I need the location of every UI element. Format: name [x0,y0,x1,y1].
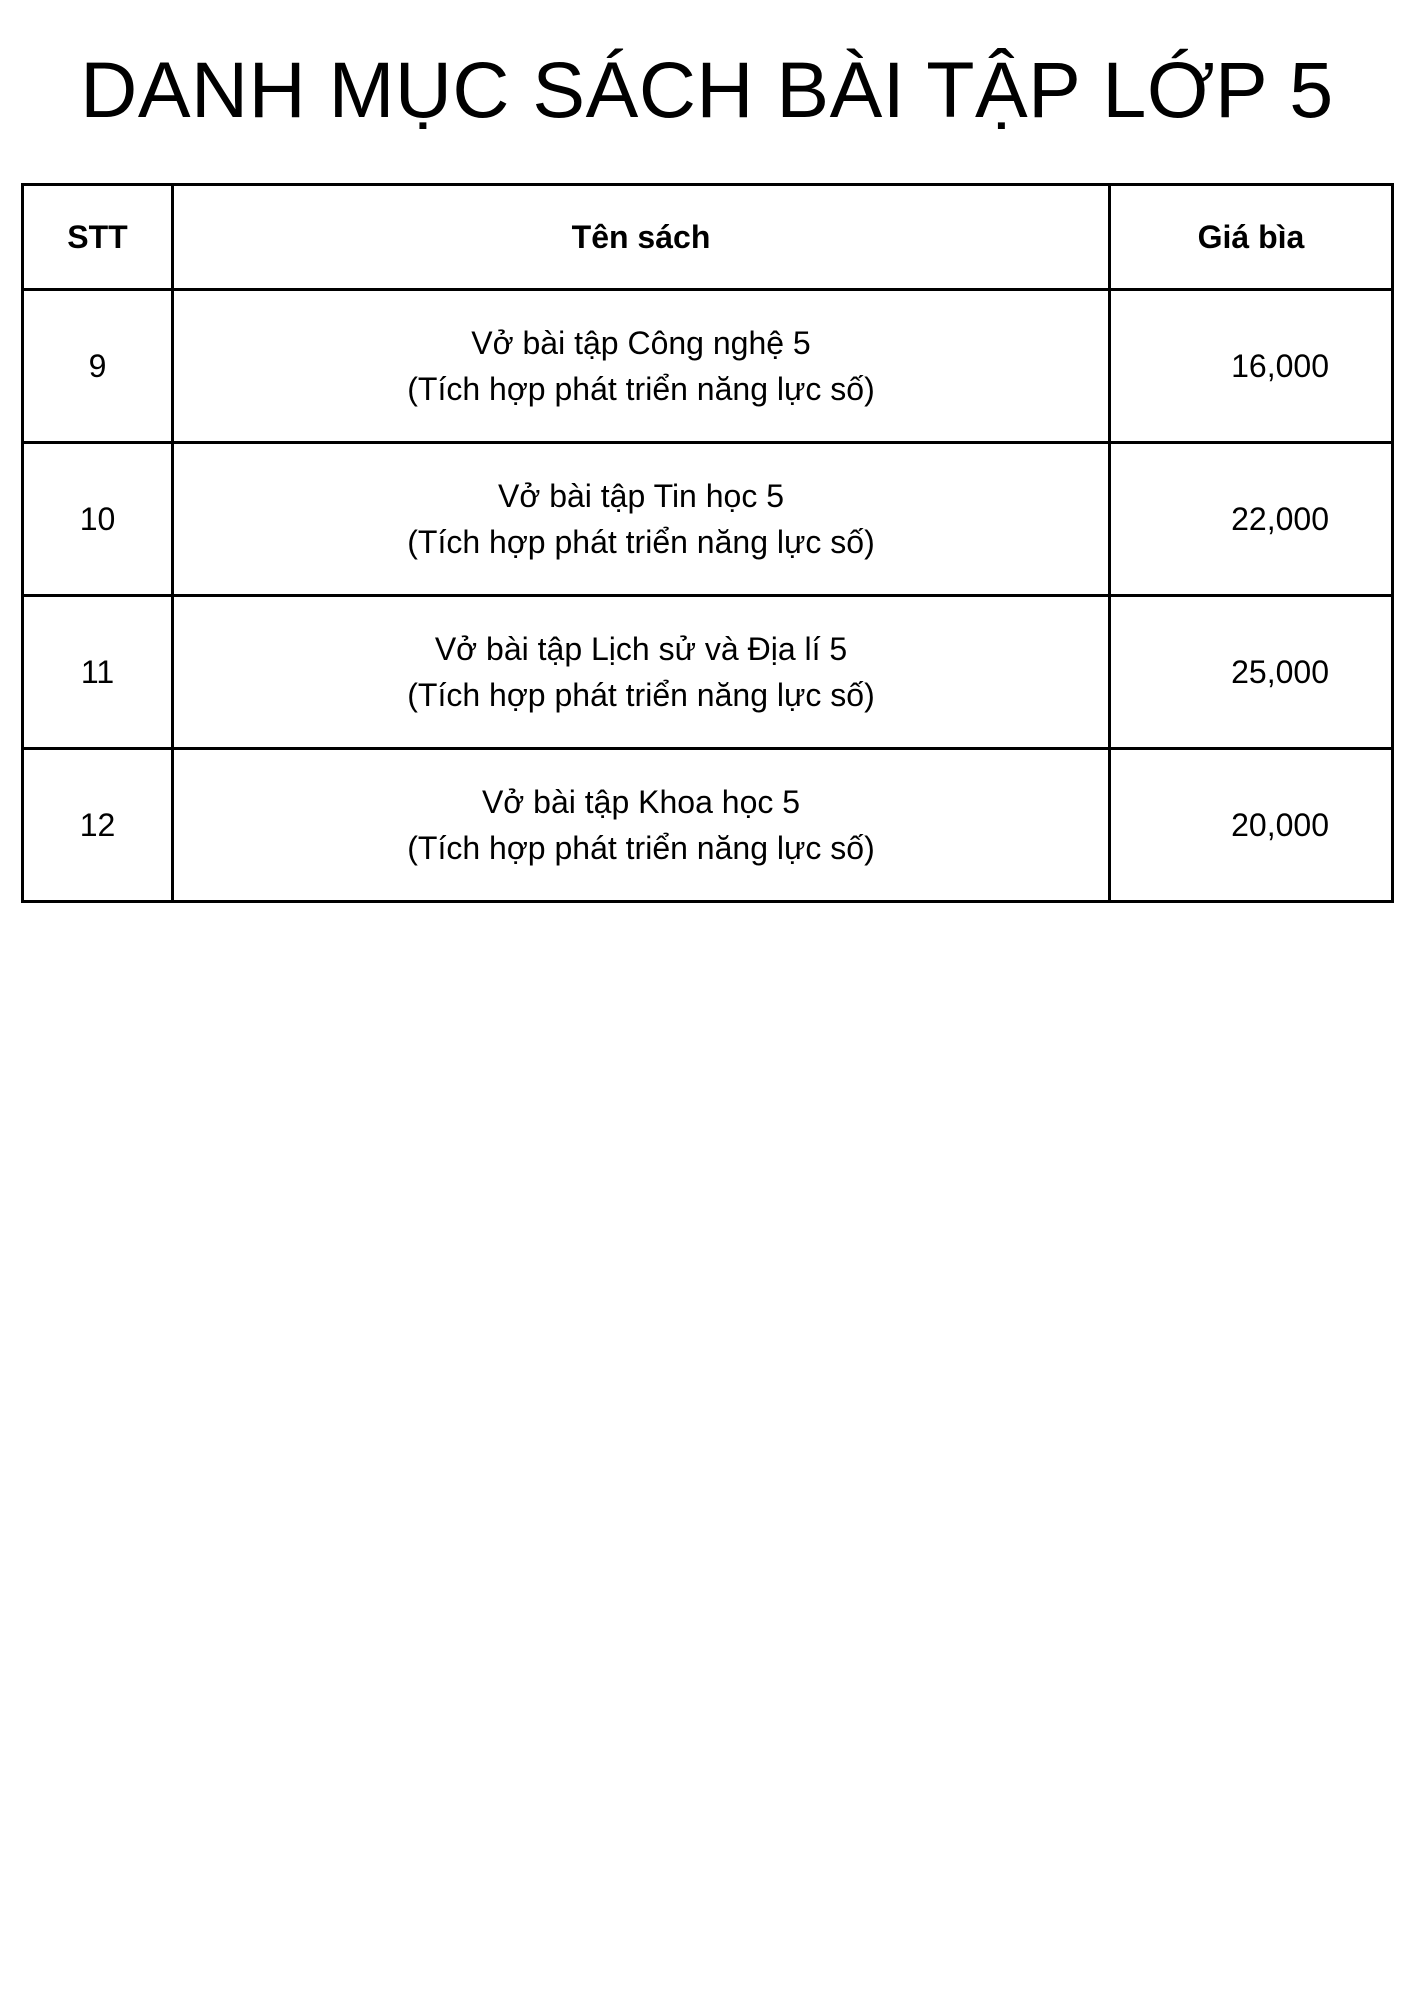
row-stt: 9 [23,290,173,443]
book-subtitle: (Tích hợp phát triển năng lực số) [407,524,875,560]
book-title: Vở bài tập Công nghệ 5 [471,325,811,361]
table-row [23,290,1393,443]
row-stt: 12 [23,749,173,902]
row-book-name [173,290,1110,443]
table-header-row [23,185,1393,290]
table-row [23,749,1393,902]
row-price: 16,000 [1110,290,1393,443]
row-price: 20,000 [1110,749,1393,902]
row-stt: 10 [23,443,173,596]
book-subtitle: (Tích hợp phát triển năng lực số) [407,830,875,866]
row-price: 22,000 [1110,443,1393,596]
header-book-name: Tên sách [173,185,1110,290]
book-title: Vở bài tập Khoa học 5 [481,784,801,820]
book-title: Vở bài tập Tin học 5 [497,478,785,514]
header-cover-price: Giá bìa [1110,185,1393,290]
book-subtitle: (Tích hợp phát triển năng lực số) [407,677,875,713]
book-catalog-table [21,183,1394,903]
page-title: DANH MỤC SÁCH BÀI TẬP LỚP 5 [80,45,1334,134]
book-subtitle: (Tích hợp phát triển năng lực số) [407,371,875,407]
header-stt: STT [23,185,173,290]
table-row [23,443,1393,596]
row-book-name [173,596,1110,749]
row-book-name [173,749,1110,902]
row-stt: 11 [23,596,173,749]
table-row [23,596,1393,749]
book-title: Vở bài tập Lịch sử và Địa lí 5 [434,631,848,667]
row-price: 25,000 [1110,596,1393,749]
row-book-name [173,443,1110,596]
